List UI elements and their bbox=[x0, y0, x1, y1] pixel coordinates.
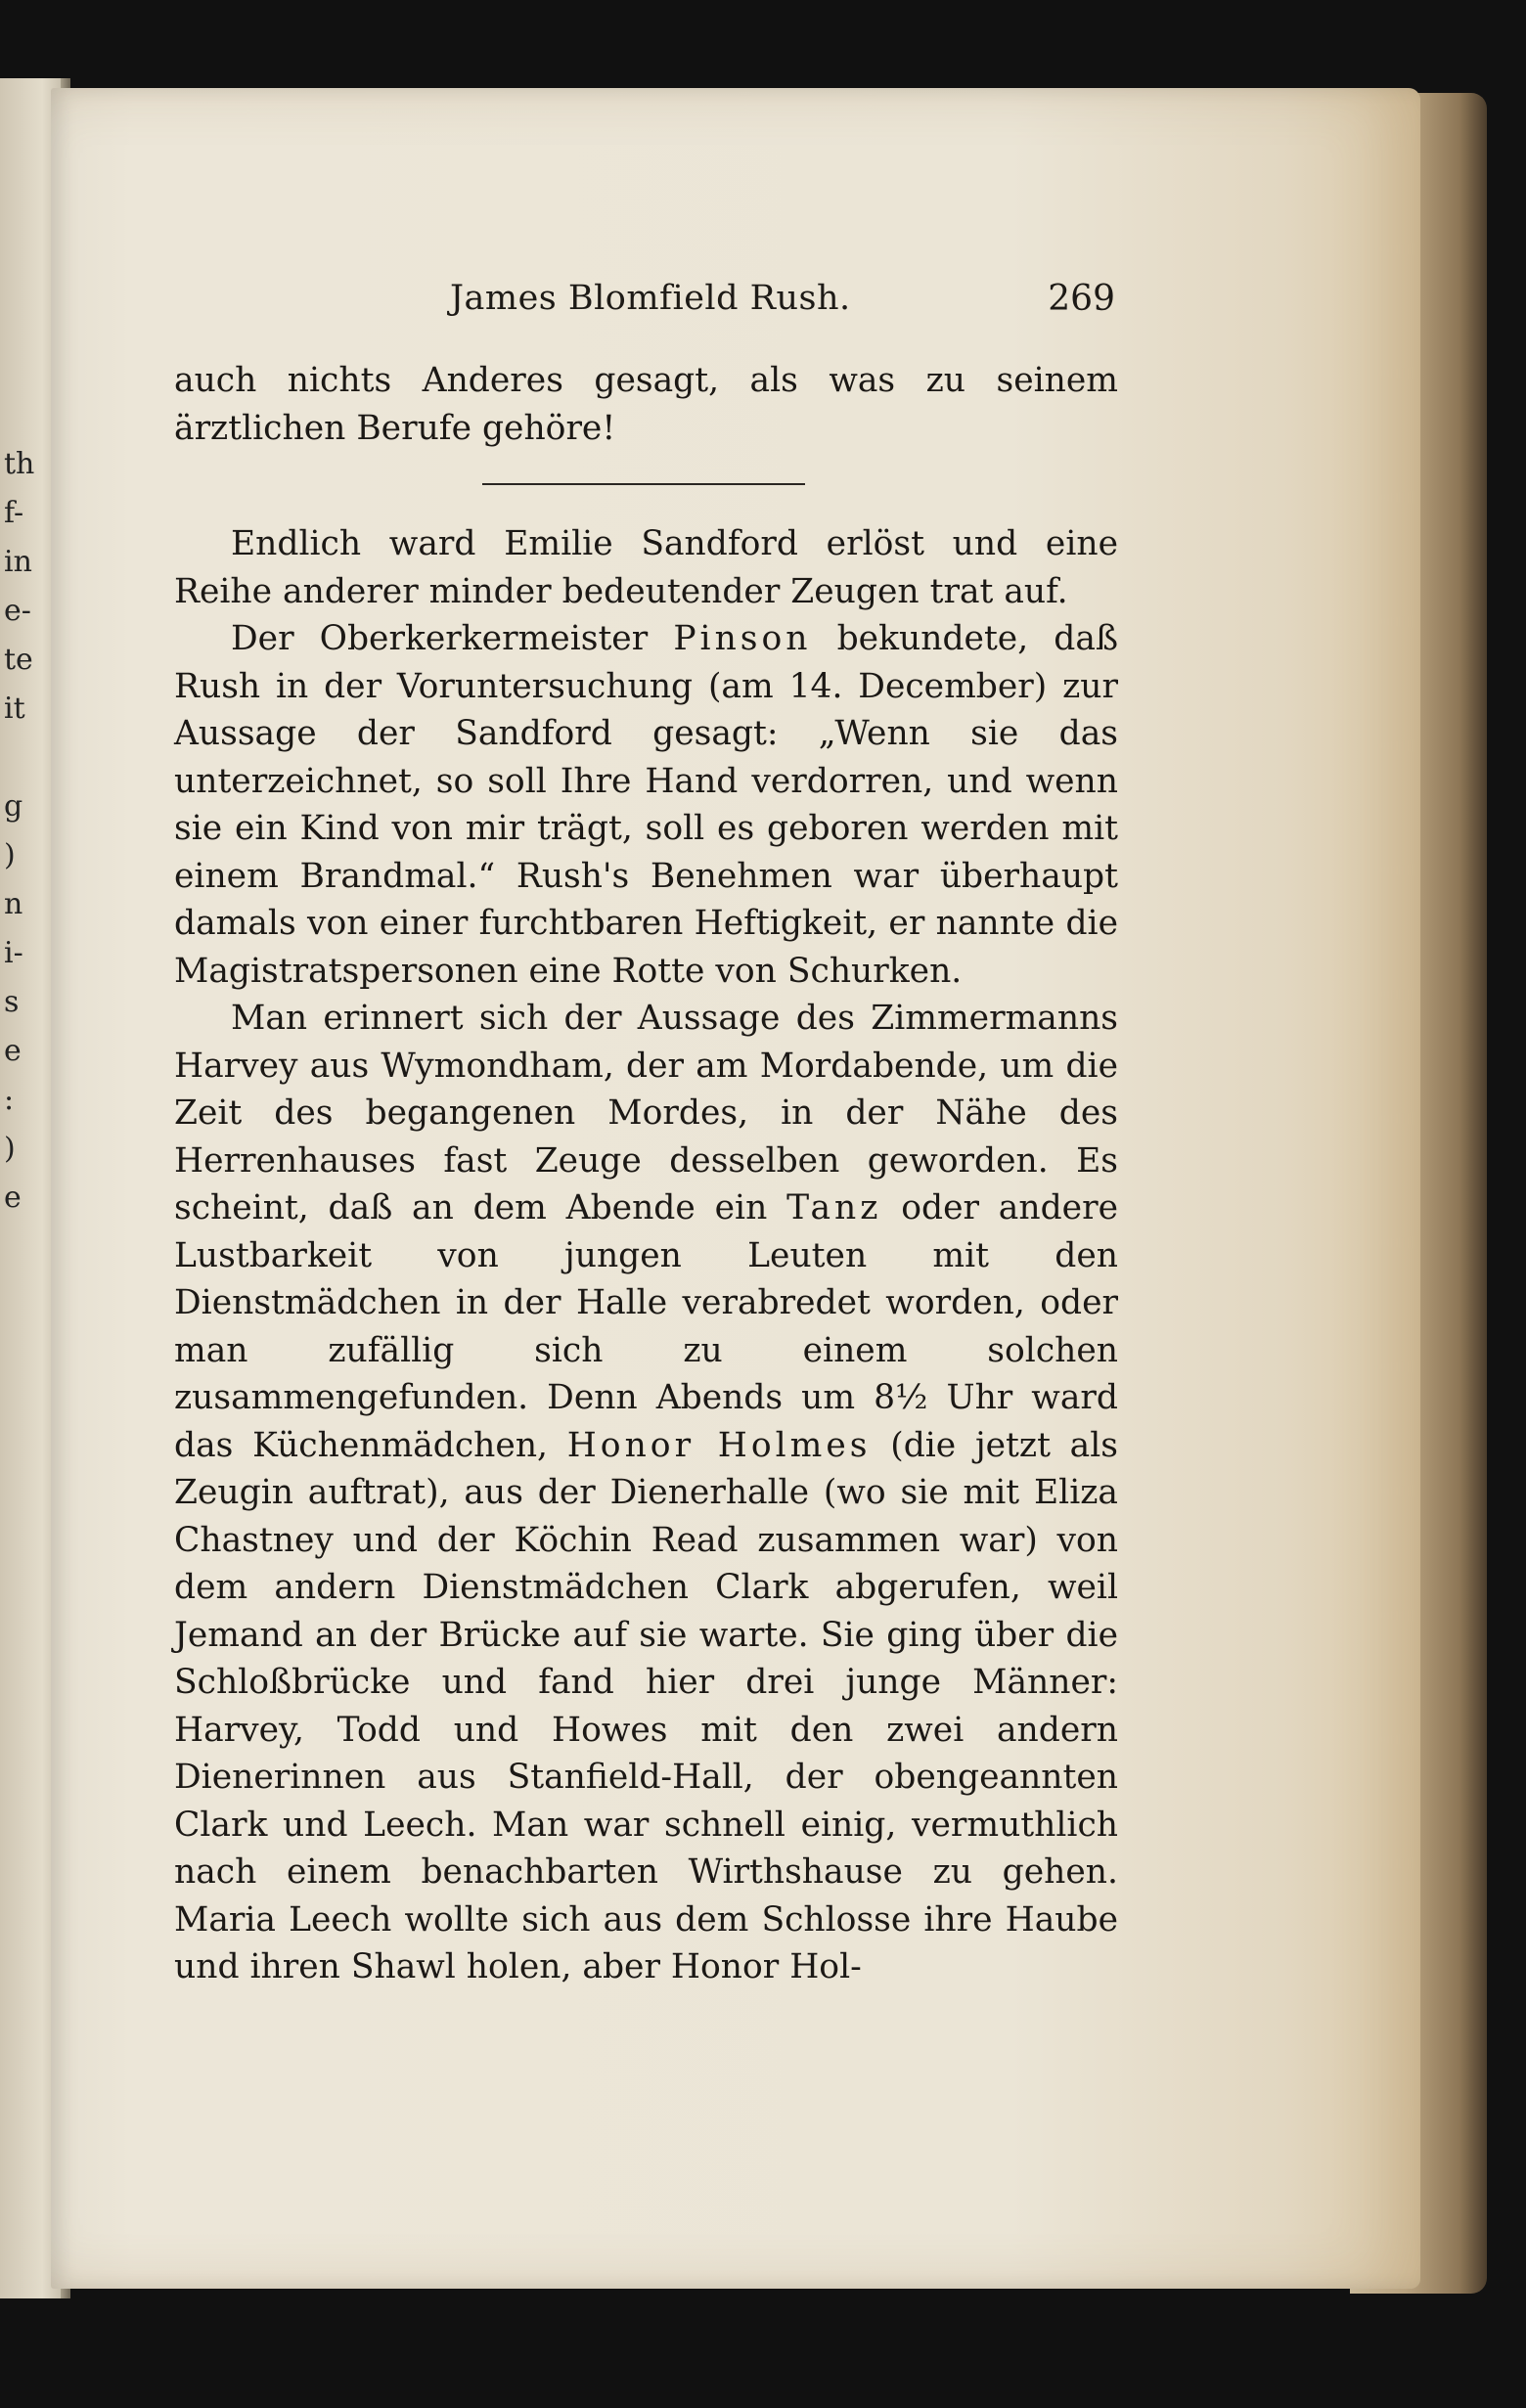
section-separator bbox=[482, 483, 805, 485]
left-fragment: te bbox=[4, 643, 33, 677]
paragraph bbox=[174, 995, 1118, 1991]
left-fragment: e bbox=[4, 1181, 22, 1215]
paragraph bbox=[174, 615, 1118, 995]
left-fragment: it bbox=[4, 691, 25, 726]
left-fragment: ) bbox=[4, 1132, 16, 1166]
paragraph: Endlich ward Emilie Sandford erlöst und eine Reihe anderer minder bedeutender Zeugen trat auf. bbox=[174, 524, 1118, 611]
page-header bbox=[450, 279, 1115, 328]
left-fragment: f- bbox=[4, 496, 24, 530]
left-fragment: in bbox=[4, 545, 32, 579]
text-run: bekundete, daß Rush in der Voruntersuchung (am 14. December) zur Aussage der Sandford gesagt: „Wenn sie das unterzeichnet, so soll Ihre Hand verdorren, und wenn sie ein Kind von mir trägt, soll es geboren werden mit einem Brandmal.“ Rush's Benehmen war überhaupt damals von einer furchtbaren Heftigkeit, er nannte die Magistratspersonen eine Rotte von Schurken. bbox=[174, 619, 1118, 991]
left-fragment: e- bbox=[4, 594, 31, 628]
spaced-name: Pinson bbox=[673, 619, 812, 658]
text-run: Der Oberkerkermeister bbox=[231, 619, 674, 658]
left-fragment: th bbox=[4, 447, 35, 481]
page-body bbox=[174, 357, 1118, 1991]
left-fragment: e bbox=[4, 1034, 22, 1068]
paragraph: auch nichts Anderes gesagt, als was zu seinem ärztlichen Berufe gehöre! bbox=[174, 361, 1118, 448]
text-run: oder andere Lustbarkeit von jungen Leuten mit den Dienstmädchen in der Halle verabredet worden, oder man zufällig sich zu einem solchen zusammengefunden. Denn Abends um 8½ Uhr ward das Küchenmädchen, bbox=[174, 1188, 1118, 1465]
text-run: (die jetzt als Zeugin auftrat), aus der Dienerhalle (wo sie mit Eliza Chastney und der Köchin Read zusammen war) von dem andern Dienstmädchen Clark abgerufen, weil Jemand an der Brücke auf sie warte. Sie ging über die Schloßbrücke und fand hier drei junge Männer: Harvey, Todd und Howes mit den zwei andern Dienerinnen aus Stanfield-Hall, der obengeannten Clark und Leech. Man war schnell einig, vermuthlich nach einem benachbarten Wirthshause zu gehen. Maria Leech wollte sich aus dem Schlosse ihre Haube und ihren Shawl holen, aber Honor Hol- bbox=[174, 1425, 1118, 1986]
text-run: Man erinnert sich der Aussage des Zimmermanns Harvey aus Wymondham, der am Mordabende, um die Zeit des begangenen Mordes, in der Nähe des Herrenhauses fast Zeuge desselben geworden. Es scheint, daß an dem Abende ein bbox=[174, 999, 1118, 1227]
page-number: 269 bbox=[1048, 279, 1115, 319]
spaced-word: Tanz bbox=[786, 1188, 882, 1227]
left-fragment: i- bbox=[4, 936, 23, 970]
left-fragment: g bbox=[4, 789, 23, 824]
left-fragment: n bbox=[4, 887, 23, 921]
running-head: James Blomfield Rush. bbox=[450, 279, 851, 318]
left-fragment: s bbox=[4, 985, 20, 1019]
left-fragment: ) bbox=[4, 838, 16, 872]
left-fragment: : bbox=[4, 1083, 15, 1117]
spaced-name: Honor Holmes bbox=[566, 1425, 872, 1465]
left-page-text-fragments bbox=[4, 440, 35, 1223]
